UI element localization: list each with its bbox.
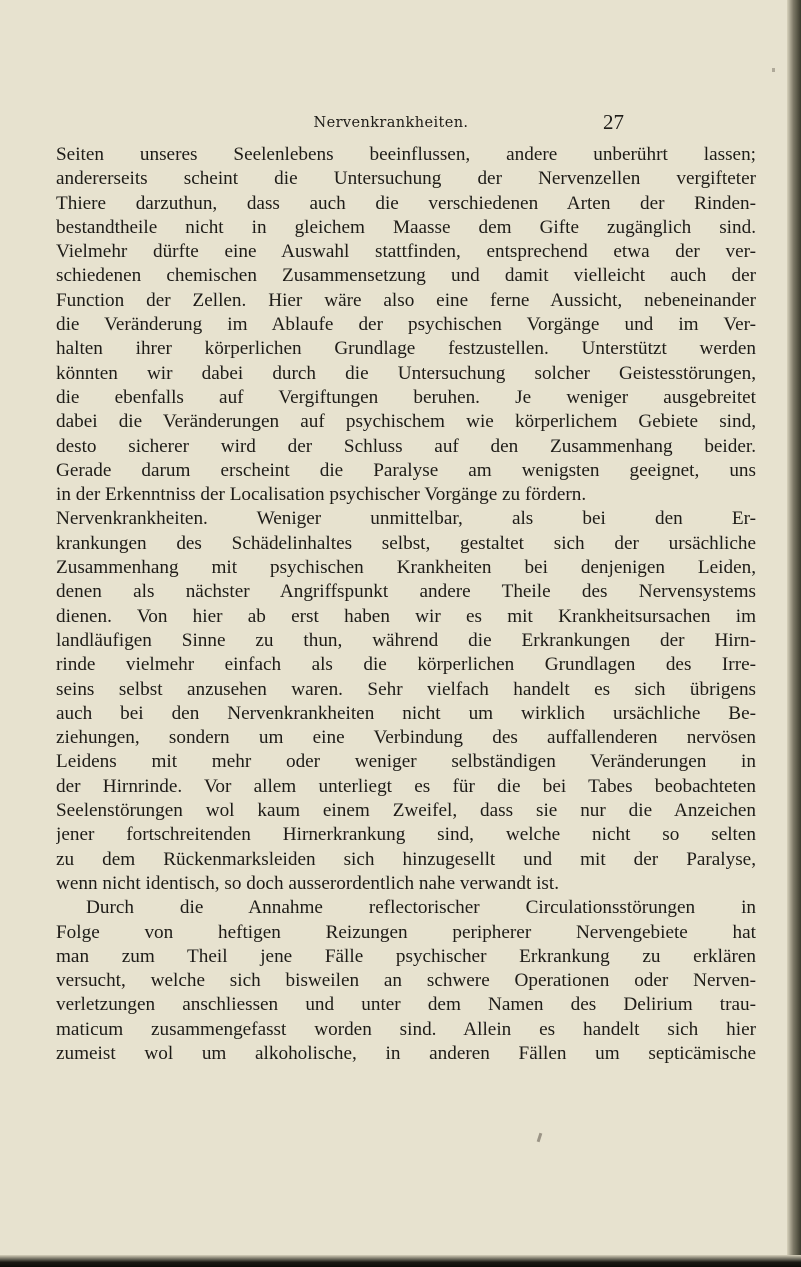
text-line: seins selbst anzusehen waren. Sehr vielfach handelt es sich übrigens <box>56 678 756 700</box>
page-bottom-edge <box>0 1255 801 1267</box>
text-line: Seiten unseres Seelenlebens beeinflussen, andere unberührt lassen; <box>56 144 756 165</box>
text-line: jener fortschreitenden Hirnerkrankung sind, welche nicht so selten <box>56 824 756 846</box>
running-head <box>0 111 801 135</box>
text-line: zu dem Rückenmarksleiden sich hinzugesellt und mit der Paralyse, <box>56 848 756 870</box>
text-line: maticum zusammengefasst worden sind. Allein es handelt sich hier <box>56 1018 756 1040</box>
page-number: 27 <box>603 110 624 134</box>
running-title: Nervenkrankheiten. <box>313 115 469 131</box>
text-line: versucht, welche sich bisweilen an schwere Operationen oder Nerven- <box>56 970 756 992</box>
text-line: Function der Zellen. Hier wäre also eine ferne Aussicht, nebeneinander <box>56 289 756 311</box>
text-line: Zusammenhang mit psychischen Krankheiten bei denjenigen Leiden, <box>56 557 756 579</box>
text-line: Leidens mit mehr oder weniger selbständigen Veränderungen in <box>56 751 756 773</box>
text-line: die Veränderung im Ablaufe der psychischen Vorgänge und im Ver- <box>56 314 756 336</box>
text-line: krankungen des Schädelinhaltes selbst, gestaltet sich der ursächliche <box>56 532 756 554</box>
text-line: Vielmehr dürfte eine Auswahl stattfinden, entsprechend etwa der ver- <box>56 241 756 263</box>
text-line: könnten wir dabei durch die Untersuchung solcher Geistesstörungen, <box>56 362 756 384</box>
text-line: man zum Theil jene Fälle psychischer Erkrankung zu erklären <box>56 945 756 967</box>
text-line: dienen. Von hier ab erst haben wir es mit Krankheitsursachen im <box>56 605 756 627</box>
text-line: in der Erkenntniss der Localisation psychischer Vorgänge zu fördern. <box>56 484 587 506</box>
text-line: Durch die Annahme reflectorischer Circulationsstörungen in <box>86 897 756 919</box>
body-text <box>56 143 756 1066</box>
text-line: zumeist wol um alkoholische, in anderen Fällen um septicämische <box>56 1042 756 1064</box>
text-line: Nervenkrankheiten. Weniger unmittelbar, als bei den Er- <box>56 508 756 530</box>
paper-speck <box>772 68 775 72</box>
page-edge-shadow <box>787 0 801 1267</box>
text-line: die ebenfalls auf Vergiftungen beruhen. Je weniger ausgebreitet <box>56 386 756 408</box>
text-line: andererseits scheint die Untersuchung der Nervenzellen vergifteter <box>56 168 756 190</box>
text-line: denen als nächster Angriffspunkt andere Theile des Nervensystems <box>56 581 756 603</box>
text-line: halten ihrer körperlichen Grundlage festzustellen. Unterstützt werden <box>56 338 756 360</box>
pencil-mark <box>537 1133 543 1142</box>
text-line: landläufigen Sinne zu thun, während die Erkrankungen der Hirn- <box>56 629 756 651</box>
text-line: schiedenen chemischen Zusammensetzung und damit vielleicht auch der <box>56 265 756 287</box>
text-line: bestandtheile nicht in gleichem Maasse dem Gifte zugänglich sind. <box>56 216 756 238</box>
text-line: rinde vielmehr einfach als die körperlichen Grundlagen des Irre- <box>56 654 756 676</box>
text-line: dabei die Veränderungen auf psychischem wie körperlichem Gebiete sind, <box>56 411 756 433</box>
text-line: auch bei den Nervenkrankheiten nicht um wirklich ursächliche Be- <box>56 702 756 724</box>
text-line: der Hirnrinde. Vor allem unterliegt es für die bei Tabes beobachteten <box>56 775 756 797</box>
text-line: verletzungen anschliessen und unter dem Namen des Delirium trau- <box>56 994 756 1016</box>
text-line: Gerade darum erscheint die Paralyse am wenigsten geeignet, uns <box>56 459 756 481</box>
text-line: Seelenstörungen wol kaum einem Zweifel, dass sie nur die Anzeichen <box>56 800 756 822</box>
text-line: Thiere darzuthun, dass auch die verschiedenen Arten der Rinden- <box>56 192 756 214</box>
text-line: wenn nicht identisch, so doch ausserordentlich nahe verwandt ist. <box>56 872 560 894</box>
text-line: Folge von heftigen Reizungen peripherer Nervengebiete hat <box>56 921 756 943</box>
text-line: desto sicherer wird der Schluss auf den Zusammenhang beider. <box>56 435 756 457</box>
text-line: ziehungen, sondern um eine Verbindung des auffallenderen nervösen <box>56 727 756 749</box>
